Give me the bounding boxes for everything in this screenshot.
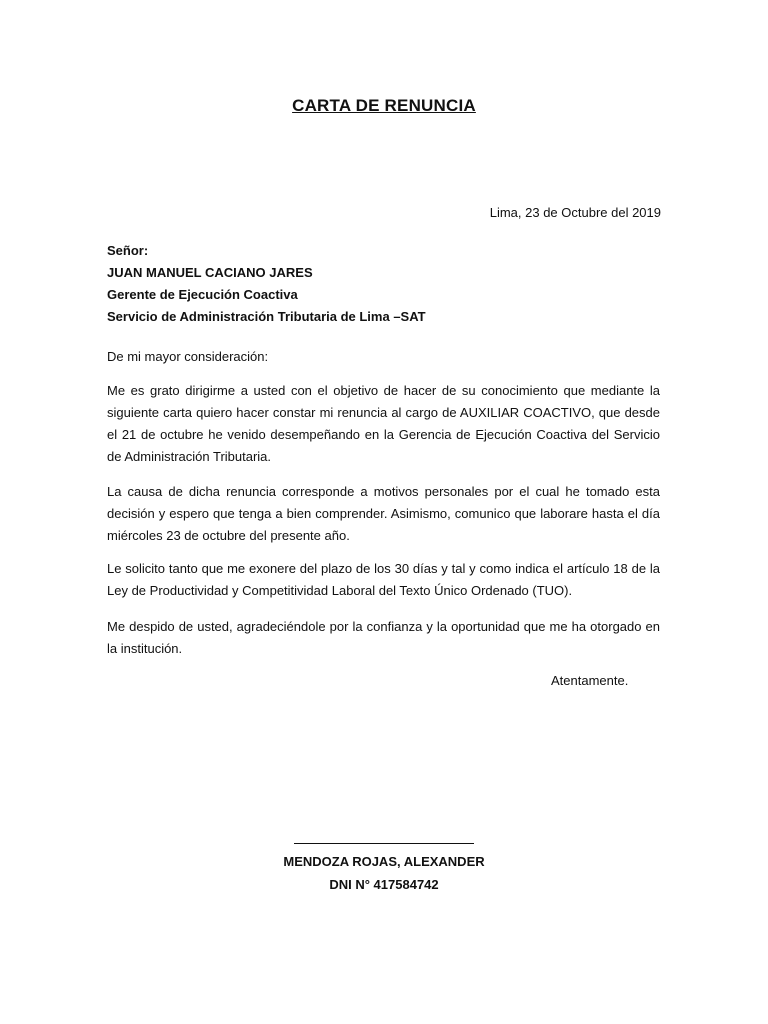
recipient-block: [107, 240, 667, 328]
letter-title: CARTA DE RENUNCIA: [292, 96, 476, 115]
signature-name: MENDOZA ROJAS, ALEXANDER: [283, 854, 485, 869]
recipient-salutation: Señor:: [107, 243, 149, 258]
signature-line: [294, 843, 474, 844]
letter-greeting: De mi mayor consideración:: [107, 349, 269, 364]
recipient-organization: Servicio de Administración Tributaria de Lima –SAT: [107, 309, 426, 324]
body-paragraph-4: Me despido de usted, agradeciéndole por la confianza y la oportunidad que me ha otorgado en la institución.: [107, 619, 660, 656]
body-paragraph-2: La causa de dicha renuncia corresponde a motivos personales por el cual he tomado esta decisión y espero que tenga a bien comprender. Asimismo, comunico que laborare hasta el día miércoles 23 de octubre del presente año.: [107, 484, 660, 543]
signature-block: [0, 850, 768, 896]
body-paragraph-3: Le solicito tanto que me exonere del plazo de los 30 días y tal y como indica el artículo 18 de la Ley de Productividad y Competitividad Laboral del Texto Único Ordenado (TUO).: [107, 561, 660, 598]
letter-closing: Atentamente.: [551, 673, 629, 688]
signature-id: DNI N° 417584742: [329, 877, 439, 892]
body-paragraph-1: Me es grato dirigirme a usted con el objetivo de hacer de su conocimiento que mediante la siguiente carta quiero hacer constar mi renuncia al cargo de AUXILIAR COACTIVO, que desde el 21 de octubre he venido desempeñando en la Gerencia de Ejecución Coactiva del Servicio de Administración Tributaria.: [107, 383, 660, 464]
letter-date: Lima, 23 de Octubre del 2019: [489, 205, 661, 220]
recipient-position: Gerente de Ejecución Coactiva: [107, 287, 298, 302]
recipient-name: JUAN MANUEL CACIANO JARES: [107, 265, 313, 280]
